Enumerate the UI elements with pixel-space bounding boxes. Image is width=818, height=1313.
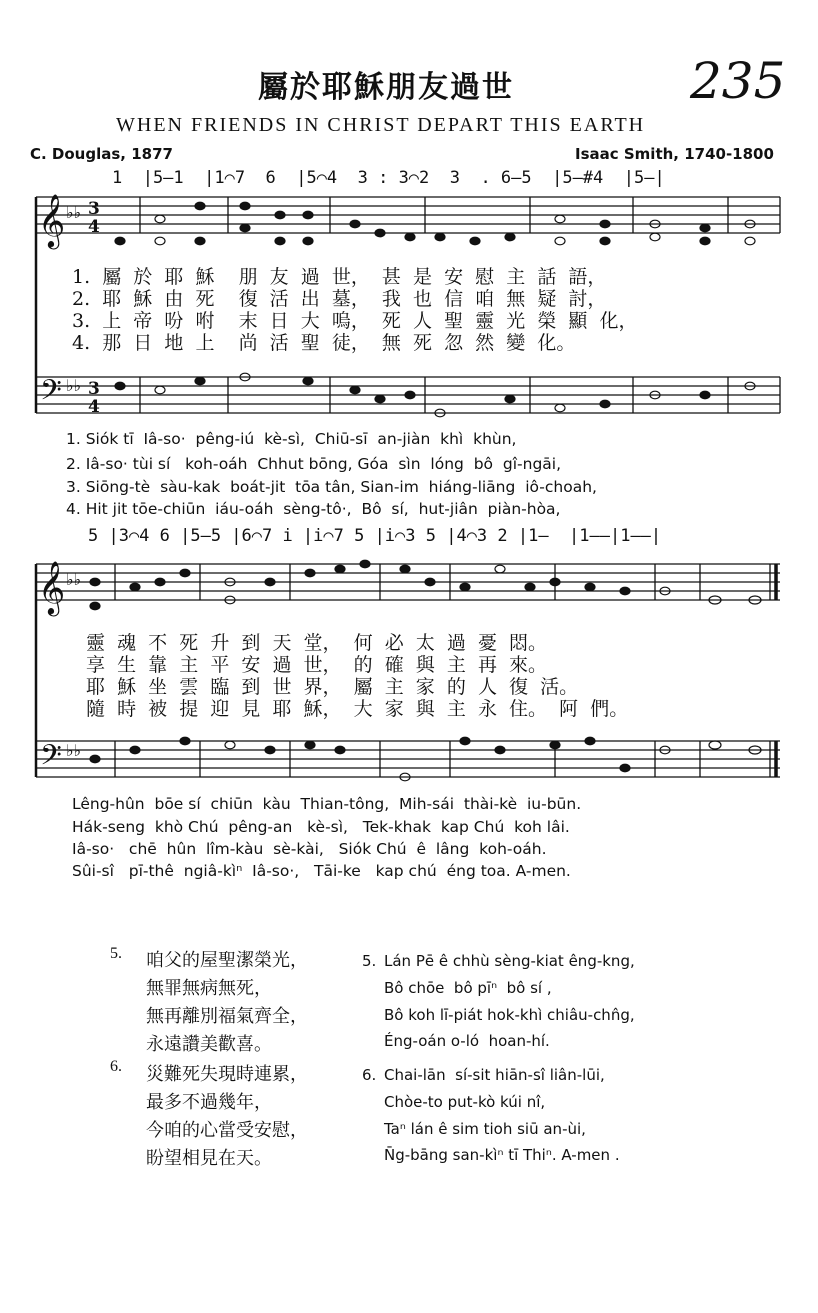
lyrics-poj-verse2: 2. Iâ-so· tùi sí koh-oáh Chhut bōng, Góa sìn lóng bô gî-ngāi, — [66, 455, 562, 473]
svg-text:♭♭: ♭♭ — [66, 203, 82, 222]
verse6-poj-line2: Chòe-to put-kò kúi nî, — [384, 1093, 546, 1111]
verse5-poj-number: 5. — [362, 952, 377, 970]
verse5-zh-line2: 無罪無病無死， — [146, 978, 272, 999]
svg-text:4: 4 — [88, 217, 100, 237]
bass-clef-icon: 𝄢 — [40, 739, 62, 779]
lyrics-poj-line3: Iâ-so· chē hûn lîm-kàu sè-kài, Siók Chú ê lâng koh-oáh. — [72, 840, 547, 858]
verse6-zh-line4: 盼望相見在天。 — [146, 1148, 272, 1169]
treble-clef-icon: 𝄞 — [38, 193, 66, 247]
staff-lines-system1-treble — [36, 197, 780, 233]
lyrics-zh-verse4: 4. 那 日 地 上 尚 活 聖 徒， 無 死 忽 然 變 化。 — [72, 332, 576, 354]
svg-text:♭♭: ♭♭ — [66, 741, 82, 760]
lyrics-zh-verse1: 1. 屬 於 耶 穌 朋 友 過 世， 甚 是 安 慰 主 話 語， — [72, 266, 607, 288]
lyrics-poj-verse1: 1. Siók tī Iâ-so· pêng-iú kè-sì, Chiū-sī an-jiàn khì khùn, — [66, 430, 517, 448]
svg-text:♭♭: ♭♭ — [66, 570, 82, 589]
verse6-zh-line1: 災難死失現時連累， — [146, 1064, 308, 1085]
svg-text:3: 3 — [88, 379, 100, 399]
lyrics-poj-line4: Sûi-sî pī-thê ngiâ-kìⁿ Iâ-so·, Tāi-ke kap chú éng toa. A-men. — [72, 862, 571, 880]
lyrics-zh-line2: 享 生 靠 主 平 安 過 世， 的 確 與 主 再 來。 — [86, 654, 548, 676]
verse6-zh-line3: 今咱的心當受安慰， — [146, 1120, 308, 1141]
svg-text:3: 3 — [88, 199, 100, 219]
lyrics-poj-verse3: 3. Siōng-tè sàu-kak boát-jit tōa tân, Sian-im hiáng-liāng iô-choah, — [66, 478, 597, 496]
lyricist-credit: C. Douglas, 1877 — [30, 145, 173, 163]
svg-text:♭♭: ♭♭ — [66, 376, 82, 395]
verse5-poj-line3: Bô koh lī-piát hok-khì chiâu-chn̂g, — [384, 1006, 635, 1024]
verse5-zh-line3: 無再離別福氣齊全， — [146, 1006, 308, 1027]
verse6-poj-number: 6. — [362, 1066, 377, 1084]
svg-text:4: 4 — [88, 397, 100, 417]
lyrics-zh-line1: 靈 魂 不 死 升 到 天 堂， 何 必 太 過 憂 悶。 — [86, 632, 548, 654]
jianpu-notation-system1: 1 |5—1 |1⌒7 6 |5⌒4 3 : 3⌒2 3 . 6—5 |5—#4 |5—| — [112, 168, 665, 188]
composer-credit: Isaac Smith, 1740-1800 — [575, 145, 774, 163]
verse6-zh-line2: 最多不過幾年， — [146, 1092, 272, 1113]
hymn-title-english: WHEN FRIENDS IN CHRIST DEPART THIS EARTH — [116, 114, 646, 136]
hymn-number: 235 — [690, 52, 786, 110]
treble-clef-icon: 𝄞 — [38, 560, 66, 614]
verse6-poj-line3: Taⁿ lán ê sim tioh siū an-ùi, — [384, 1120, 586, 1138]
staff-lines-system2-bass — [36, 741, 780, 777]
verse6-poj-line4: N̄g-bāng san-kìⁿ tī Thiⁿ. A-men . — [384, 1146, 620, 1164]
verse-number-5: 5. — [110, 945, 122, 962]
jianpu-notation-system2: 5 |3⌒4 6 |5—5 |6⌒7 i |i⌒7 5 |i⌒3 5 |4⌒3 2 |1— |1——|1——| — [88, 526, 662, 546]
hymn-title-chinese: 屬於耶穌朋友過世 — [258, 70, 514, 105]
lyrics-zh-line4: 隨 時 被 提 迎 見 耶 穌， 大 家 與 主 永 住。 阿 們。 — [86, 698, 629, 720]
lyrics-poj-line2: Hák-seng khò Chú pêng-an kè-sì, Tek-khak kap Chú koh lâi. — [72, 818, 570, 836]
bass-clef-icon: 𝄢 — [40, 374, 62, 414]
lyrics-poj-line1: Lêng-hûn bōe sí chiūn kàu Thian-tông, Mih-sái thài-kè iu-būn. — [72, 795, 582, 813]
verse5-poj-line2: Bô chōe bô pīⁿ bô sí , — [384, 979, 552, 997]
verse-number-6: 6. — [110, 1058, 122, 1075]
lyrics-zh-line3: 耶 穌 坐 雲 臨 到 世 界， 屬 主 家 的 人 復 活。 — [86, 676, 579, 698]
verse5-poj-line1: Lán Pē ê chhù sèng-kiat êng-kng, — [384, 952, 635, 970]
verse5-zh-line1: 咱父的屋聖潔榮光， — [146, 950, 308, 971]
verse5-poj-line4: Éng-oán o-ló hoan-hí. — [384, 1032, 550, 1050]
verse5-zh-line4: 永遠讚美歡喜。 — [146, 1034, 272, 1055]
lyrics-zh-verse2: 2. 耶 穌 由 死 復 活 出 墓， 我 也 信 咱 無 疑 討， — [72, 288, 607, 310]
lyrics-zh-verse3: 3. 上 帝 吩 咐 末 日 大 嗚， 死 人 聖 靈 光 榮 顯 化， — [72, 310, 638, 332]
lyrics-poj-verse4: 4. Hit jit tōe-chiūn iáu-oáh sèng-tô·, Bô sí, hut-jiân piàn-hòa, — [66, 500, 561, 518]
verse6-poj-line1: Chai-lān sí-sit hiān-sî liân-lūi, — [384, 1066, 605, 1084]
